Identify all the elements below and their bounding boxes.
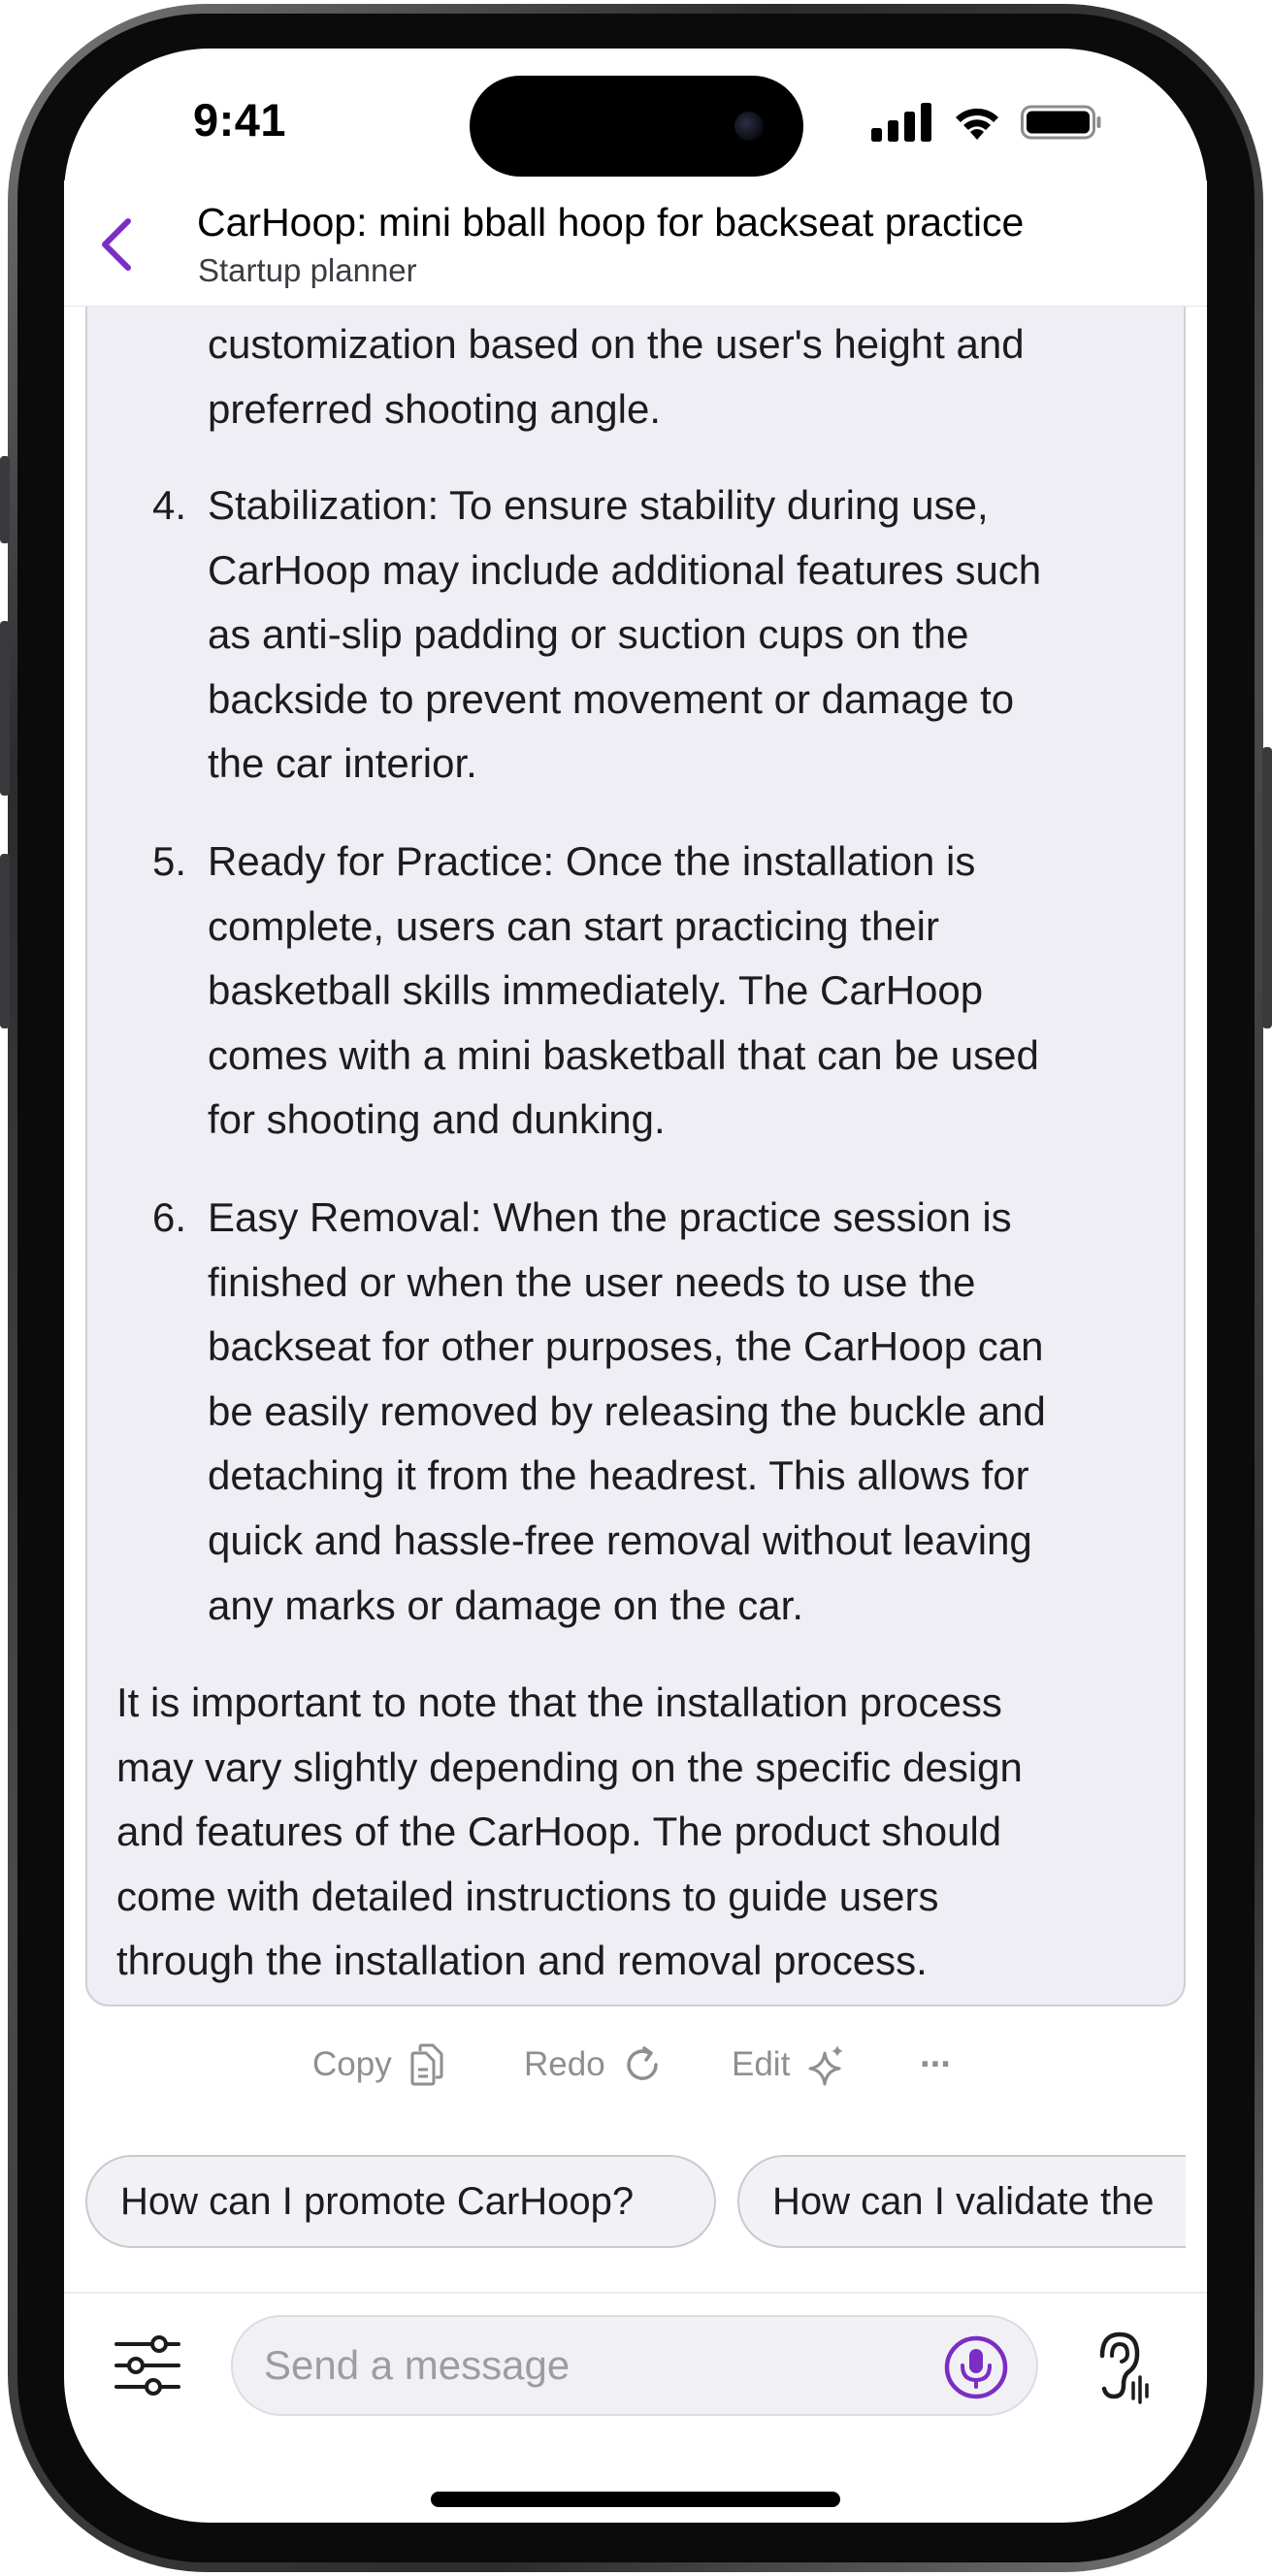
list-item-line: any marks or damage on the car. xyxy=(208,1581,803,1628)
list-item-line: backside to prevent movement or damage to xyxy=(208,675,1015,722)
list-item-line: CarHoop may include additional features such xyxy=(208,546,1042,593)
list-item-line: be easily removed by releasing the buckle and xyxy=(208,1387,1046,1434)
status-time: 9:41 xyxy=(192,94,287,146)
redo-label: Redo xyxy=(524,2045,605,2083)
list-item-line: comes with a mini basketball that can be used xyxy=(208,1031,1039,1078)
chat-header xyxy=(64,180,1207,307)
voice-mode-button[interactable] xyxy=(1093,2329,1151,2406)
hearing-icon xyxy=(1093,2329,1151,2406)
list-item-line: the car interior. xyxy=(208,740,477,787)
list-item-line: detaching it from the headrest. This allows for xyxy=(208,1452,1029,1499)
edit-label: Edit xyxy=(732,2045,791,2083)
message-line: preferred shooting angle. xyxy=(208,385,661,432)
list-item-line: as anti-slip padding or suction cups on the xyxy=(208,611,969,658)
chevron-left-icon xyxy=(93,215,142,274)
volume-up-button xyxy=(0,621,10,796)
home-indicator xyxy=(431,2492,840,2507)
suggestion-chip[interactable] xyxy=(737,2155,1186,2248)
settings-button[interactable] xyxy=(113,2332,182,2398)
message-line: It is important to note that the installation process xyxy=(116,1679,1002,1725)
message-line: may vary slightly depending on the specific design xyxy=(116,1744,1023,1790)
power-button xyxy=(1262,747,1272,1028)
list-item-number: 5. xyxy=(151,838,186,884)
volume-down-button xyxy=(0,854,10,1028)
sliders-icon xyxy=(113,2332,182,2398)
message-line: through the installation and removal process. xyxy=(116,1938,928,1984)
chat-title: CarHoop: mini bball hoop for backseat practice xyxy=(197,200,1025,245)
chat-subtitle: Startup planner xyxy=(198,252,417,288)
dynamic-island xyxy=(470,76,803,177)
list-item-number: 4. xyxy=(151,482,186,528)
list-item-line: Stabilization: To ensure stability during use, xyxy=(208,482,989,528)
mic-icon xyxy=(943,2334,1009,2400)
redo-icon xyxy=(623,2045,662,2084)
mic-button[interactable] xyxy=(943,2334,1009,2400)
copy-icon xyxy=(409,2043,444,2086)
list-item-line: backseat for other purposes, the CarHoop can xyxy=(208,1323,1044,1370)
action-button xyxy=(0,456,10,543)
wifi-icon xyxy=(951,103,1003,142)
message-line: come with detailed instructions to guide users xyxy=(116,1873,939,1919)
message-line: and features of the CarHoop. The product should xyxy=(116,1809,1002,1855)
cellular-signal-icon xyxy=(871,103,933,142)
suggestion-chip[interactable] xyxy=(85,2155,716,2248)
front-camera xyxy=(734,112,764,141)
list-item-line: quick and hassle-free removal without leaving xyxy=(208,1517,1032,1563)
suggestion-label: How can I validate the xyxy=(772,2179,1155,2223)
message-input[interactable] xyxy=(231,2315,1038,2416)
list-item-line: finished or when the user needs to use the xyxy=(208,1258,976,1305)
list-item-line: Ready for Practice: Once the installation is xyxy=(208,838,976,884)
list-item-line: basketball skills immediately. The CarHoop xyxy=(208,967,984,1014)
list-item-line: for shooting and dunking. xyxy=(208,1096,666,1143)
back-button[interactable] xyxy=(93,215,142,274)
status-icons xyxy=(871,101,1102,144)
sparkle-icon xyxy=(807,2043,846,2086)
edit-button[interactable] xyxy=(732,2038,846,2092)
redo-button[interactable] xyxy=(524,2038,662,2092)
list-item-line: complete, users can start practicing their xyxy=(208,902,939,949)
suggestion-label: How can I promote CarHoop? xyxy=(120,2179,635,2223)
list-item-number: 6. xyxy=(151,1194,186,1240)
more-button[interactable] xyxy=(920,2038,951,2092)
message-input-placeholder: Send a message xyxy=(264,2342,571,2388)
composer-divider xyxy=(64,2292,1207,2294)
list-item-line: Easy Removal: When the practice session is xyxy=(208,1194,1012,1240)
message-line: customization based on the user's height and xyxy=(208,321,1025,367)
copy-button[interactable] xyxy=(312,2038,444,2092)
more-icon: ··· xyxy=(920,2043,951,2085)
battery-icon xyxy=(1021,103,1102,142)
copy-label: Copy xyxy=(312,2045,392,2083)
